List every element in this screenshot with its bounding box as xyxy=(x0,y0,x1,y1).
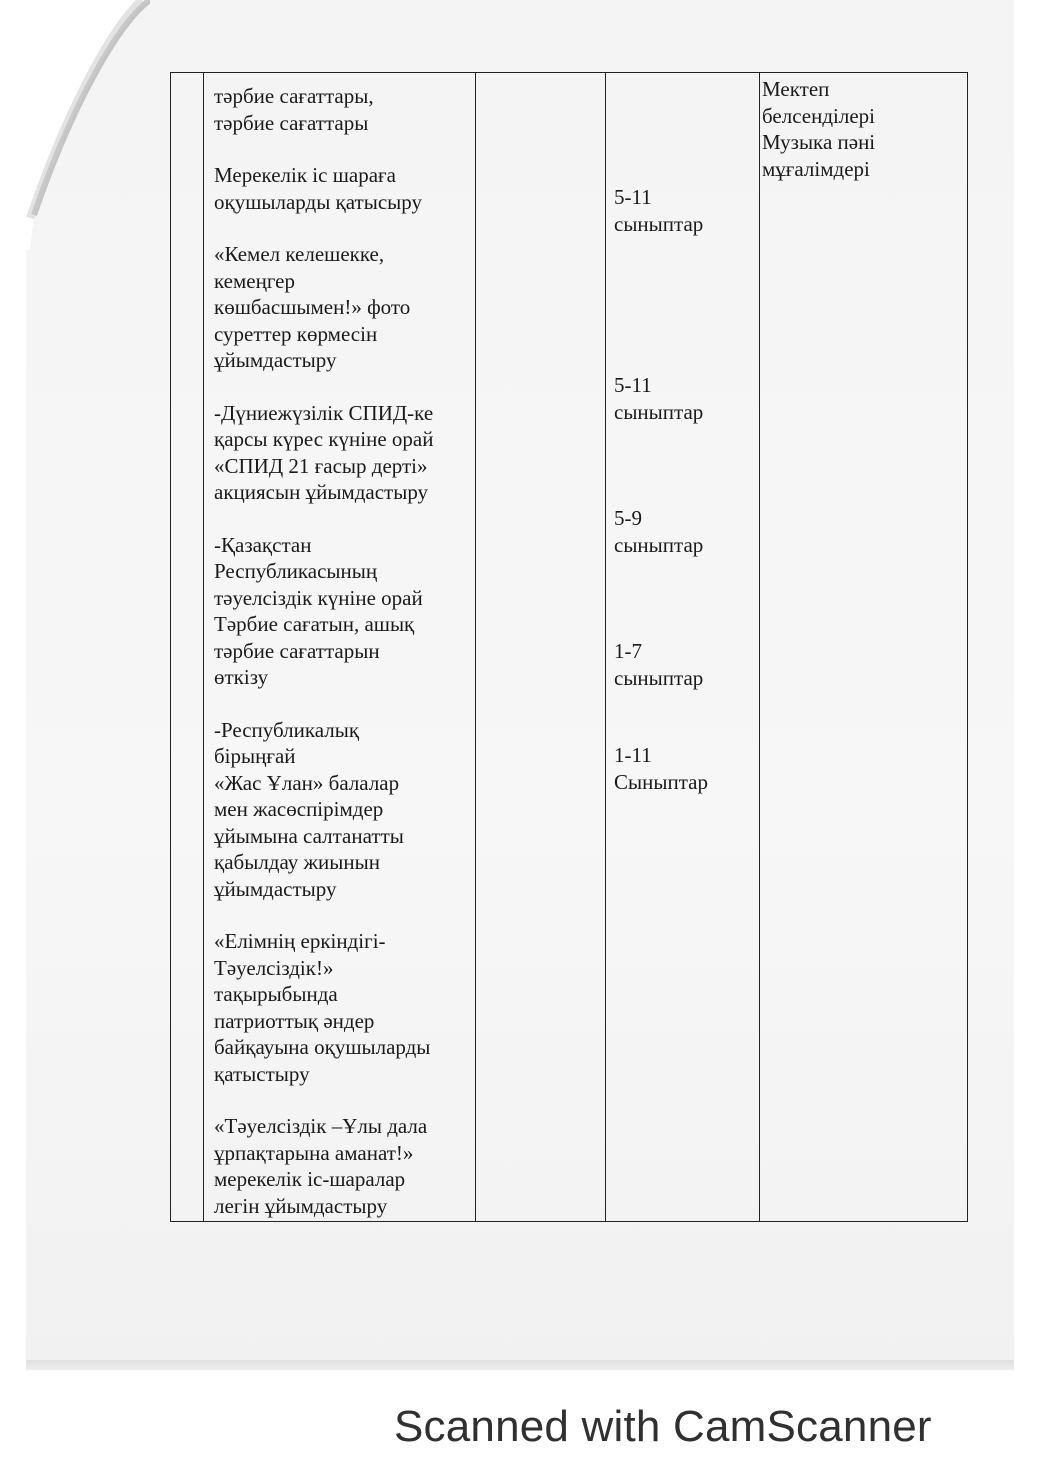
activity-item: -Республикалық бірыңғай «Жас Ұлан» балалар мен жасөспірімдер ұйымына салтанатты қабылдау жиынын ұйымдастыру xyxy=(214,717,404,901)
activity-item: «Кемел келешекке, кемеңгер көшбасшымен!» фото суреттер көрмесін ұйымдастыру xyxy=(214,242,411,372)
activity-item: «Елімнің еркіндігі- Тәуелсіздік!» тақырыбында патриоттық әндер байқауына оқушыларды қатыстыру xyxy=(214,929,431,1086)
grade-range: 1-7 сыныптар xyxy=(614,639,704,690)
activity-item: «Тәуелсіздік –Ұлы дала ұрпақтарына аманат!» мерекелік іс-шаралар легін ұйымдастыру xyxy=(214,1114,428,1218)
grade-range: 5-11 сыныптар xyxy=(614,373,704,424)
activity-item: Мерекелік іс шараға оқушыларды қатысыру xyxy=(214,163,422,214)
activity-item: -Дүниежүзілік СПИД-ке қарсы күрес күніне орай «СПИД 21 ғасыр дерті» акциясын ұйымдастыру xyxy=(214,400,434,504)
activity-item: тәрбие сағаттары, тәрбие сағаттары xyxy=(214,84,374,135)
grade-range: 5-9 сыныптар xyxy=(614,506,704,557)
responsible-persons: Мектеп белсенділері Музыка пәні мұғалімдері xyxy=(762,77,876,181)
column-divider xyxy=(203,73,204,1221)
activity-item: -Қазақстан Республикасының тәуелсіздік күніне орай Тәрбие сағатын, ашық тәрбие сағаттарын өткізу xyxy=(214,532,423,689)
camscanner-watermark: Scanned with CamScanner xyxy=(394,1402,932,1451)
grade-range: 5-11 сыныптар xyxy=(614,185,704,236)
column-divider xyxy=(759,73,760,1221)
activities-column xyxy=(214,83,478,1219)
page-edge-shadow xyxy=(26,1360,1014,1372)
page-curl-shadow xyxy=(0,0,150,250)
grade-range: 1-11 Сыныптар xyxy=(614,743,708,794)
column-divider xyxy=(605,73,606,1221)
